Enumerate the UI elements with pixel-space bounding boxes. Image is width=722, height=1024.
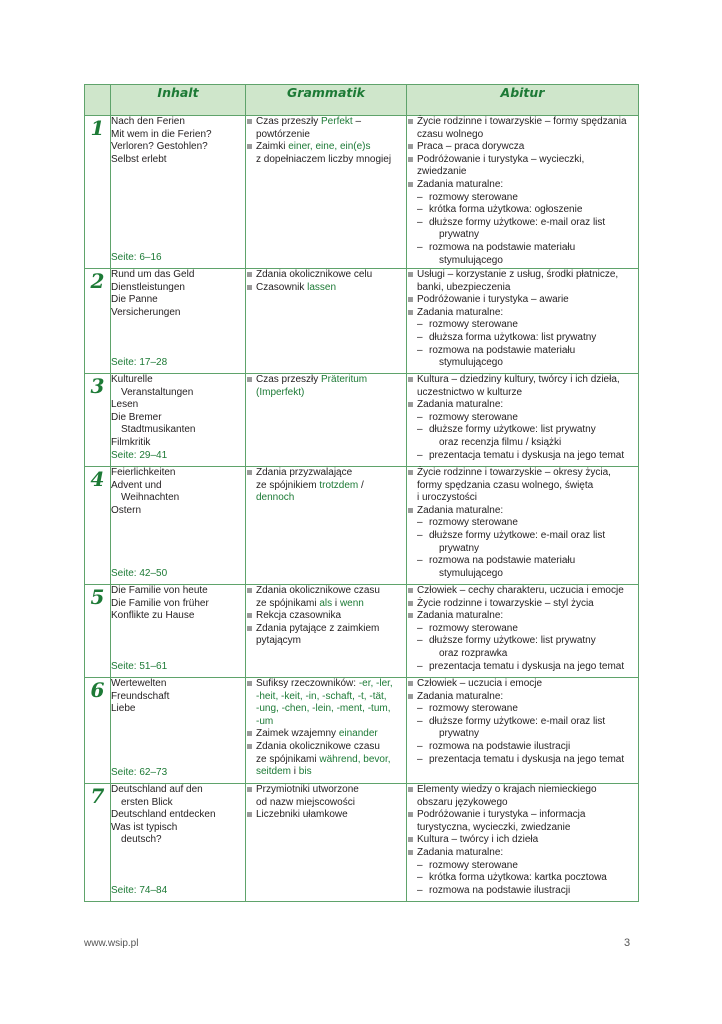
abitur-task: prywatny [439, 728, 480, 740]
abitur-task: – rozmowa na podstawie ilustracji [407, 885, 638, 898]
chapter-title: Die Panne [111, 294, 158, 306]
chapter-title: Verloren? Gestohlen? [111, 141, 208, 153]
abitur-task: stymulującego [439, 254, 503, 266]
chapter-number: 5 [85, 585, 111, 678]
table-row [85, 784, 639, 902]
chapter-title: Mit wem in die Ferien? [111, 128, 212, 140]
chapter-content [111, 374, 246, 467]
abitur-cell [407, 784, 639, 902]
abitur-task: – dłuższe formy użytkowe: e-mail oraz list [407, 716, 638, 729]
abitur-topic: Praca – praca dorywcza [407, 141, 638, 154]
abitur-cell [407, 269, 639, 374]
abitur-topic: Zadania maturalne: [407, 307, 638, 320]
abitur-topic: zwiedzanie [417, 166, 467, 178]
abitur-task: – dłuższa forma użytkowa: list prywatny [407, 332, 638, 345]
abitur-task: – dłuższe formy użytkowe: e-mail oraz list [407, 217, 638, 230]
chapter-number: 3 [85, 374, 111, 467]
grammar-term: wenn [339, 597, 364, 609]
header-grammatik: Grammatik [246, 85, 407, 116]
abitur-task: – rozmowy sterowane [407, 412, 638, 425]
abitur-topic: Podróżowanie i turystyka – awarie [407, 294, 638, 307]
chapter-title: Die Bremer [111, 411, 162, 423]
chapter-title: Deutschland entdecken [111, 809, 216, 821]
grammar-text: Liczebniki ułamkowe [246, 809, 406, 822]
grammar-term: dennoch [256, 492, 295, 504]
grammar-text: Zaimki [256, 141, 289, 153]
chapter-title: Die Familie von früher [111, 597, 209, 609]
grammar-text: Zaimek wzajemny [256, 728, 339, 740]
grammar-text: Czasownik [256, 281, 308, 293]
chapter-title: Freundschaft [111, 690, 170, 702]
abitur-task: oraz rozprawka [439, 647, 508, 659]
grammar-term: Perfekt [321, 116, 353, 127]
grammar-text: i [332, 597, 340, 609]
chapter-title: Was ist typisch [111, 821, 178, 833]
grammar-text: Czas przeszły [256, 116, 322, 127]
abitur-cell [407, 678, 639, 784]
chapter-pages: Seite: 62–73 [111, 767, 168, 779]
page-number: 3 [624, 937, 631, 949]
table-row [85, 269, 639, 374]
abitur-task: prywatny [439, 542, 480, 554]
grammar-term: -um [256, 715, 274, 727]
grammar-text: z dopełniaczem liczby mnogiej [256, 153, 392, 165]
abitur-task: – dłuższe formy użytkowe: e-mail oraz list [407, 530, 638, 543]
grammar-term: als [319, 597, 333, 609]
abitur-topic: Zadania maturalne: [407, 610, 638, 623]
grammar-cell [246, 784, 407, 902]
chapter-title: Konflikte zu Hause [111, 610, 195, 622]
abitur-topic: Zadania maturalne: [407, 691, 638, 704]
abitur-task: – rozmowa na podstawie materiału [407, 345, 638, 358]
abitur-cell [407, 585, 639, 678]
abitur-task: – rozmowa na podstawie ilustracji [407, 741, 638, 754]
chapter-pages: Seite: 51–61 [111, 661, 168, 673]
chapter-title: Liebe [111, 703, 136, 715]
grammar-term: seitdem [256, 766, 292, 778]
abitur-topic: Zadania maturalne: [407, 179, 638, 192]
chapter-title: Stadtmusikanten [121, 424, 196, 436]
grammar-text: pytającym [256, 635, 302, 647]
grammar-text: ze spójnikami [256, 597, 320, 609]
abitur-topic: Człowiek – cechy charakteru, uczucia i emocje [407, 585, 638, 598]
grammar-text: ze spójnikami [256, 753, 320, 765]
abitur-topic: Zadania maturalne: [407, 847, 638, 860]
abitur-task: – prezentacja tematu i dyskusja na jego temat [407, 754, 638, 767]
chapter-number: 6 [85, 678, 111, 784]
grammar-text: Zdania okolicznikowe czasu [246, 741, 406, 754]
chapter-content [111, 585, 246, 678]
abitur-topic: Zadania maturalne: [407, 399, 638, 412]
abitur-topic: turystyczna, wycieczki, zwiedzanie [417, 821, 571, 833]
grammar-text: Czas przeszły [256, 374, 322, 385]
chapter-content [111, 784, 246, 902]
abitur-topic: Podróżowanie i turystyka – wycieczki, [407, 154, 638, 167]
abitur-topic: Zadania maturalne: [407, 505, 638, 518]
chapter-pages: Seite: 42–50 [111, 568, 168, 580]
abitur-cell [407, 467, 639, 585]
abitur-task: stymulującego [439, 357, 503, 369]
abitur-task: – rozmowy sterowane [407, 860, 638, 873]
abitur-topic: obszaru językowego [417, 796, 508, 808]
chapter-title: Die Familie von heute [111, 585, 208, 596]
chapter-number: 1 [85, 116, 111, 269]
grammar-text: Zdania pytające z zaimkiem [246, 623, 406, 636]
abitur-task: – rozmowa na podstawie materiału [407, 242, 638, 255]
chapter-title: Ostern [111, 504, 142, 516]
header-number-cell [85, 85, 111, 116]
grammar-term: -heit, -keit, -in, -schaft, -t, -tät, [256, 690, 387, 702]
grammar-text: Rekcja czasownika [246, 610, 406, 623]
abitur-task: – dłuższe formy użytkowe: list prywatny [407, 424, 638, 437]
chapter-number: 7 [85, 784, 111, 902]
table-row [85, 678, 639, 784]
grammar-text: / [358, 479, 364, 491]
abitur-topic: Podróżowanie i turystyka – informacja [407, 809, 638, 822]
grammar-text: Sufiksy rzeczowników: [256, 678, 359, 689]
grammar-term: während, bevor, [319, 753, 391, 765]
grammar-cell [246, 678, 407, 784]
chapter-title: Advent und [111, 479, 162, 491]
grammar-text: Zdania przyzwalające [246, 467, 406, 480]
abitur-topic: Życie rodzinne i towarzyskie – formy spędzania [407, 116, 638, 129]
abitur-task: – prezentacja tematu i dyskusja na jego temat [407, 450, 638, 463]
grammar-term: einer, eine, ein(e)s [288, 141, 371, 153]
abitur-task: – krótka forma użytkowa: kartka pocztowa [407, 872, 638, 885]
abitur-task: – rozmowy sterowane [407, 623, 638, 636]
grammar-term: bis [298, 766, 312, 778]
chapter-title: Weihnachten [121, 492, 180, 504]
chapter-title: Veranstaltungen [121, 386, 194, 398]
abitur-topic: Życie rodzinne i towarzyskie – styl życia [407, 598, 638, 611]
chapter-title: Kulturelle [111, 374, 153, 385]
abitur-task: – prezentacja tematu i dyskusja na jego temat [407, 661, 638, 674]
abitur-topic: czasu wolnego [417, 128, 484, 140]
abitur-task: stymulującego [439, 567, 503, 579]
grammar-cell [246, 374, 407, 467]
abitur-topic: Kultura – twórcy i ich dzieła [407, 834, 638, 847]
chapter-content [111, 269, 246, 374]
grammar-cell [246, 116, 407, 269]
chapter-title: Filmkritik [111, 436, 151, 448]
grammar-text: powtórzenie [256, 128, 310, 140]
abitur-task: – rozmowy sterowane [407, 703, 638, 716]
abitur-topic: Usługi – korzystanie z usług, środki płatnicze, [407, 269, 638, 282]
abitur-task: – dłuższe formy użytkowe: list prywatny [407, 635, 638, 648]
grammar-cell [246, 585, 407, 678]
table-row [85, 467, 639, 585]
table-row [85, 585, 639, 678]
grammar-text: – [352, 116, 362, 127]
chapter-title: Nach den Ferien [111, 116, 185, 127]
grammar-term: lassen [307, 281, 337, 293]
chapter-title: deutsch? [121, 834, 162, 846]
abitur-task: – rozmowa na podstawie materiału [407, 555, 638, 568]
abitur-task: – rozmowy sterowane [407, 517, 638, 530]
abitur-cell [407, 116, 639, 269]
chapter-title: Dienstleistungen [111, 281, 185, 293]
header-abitur: Abitur [407, 85, 639, 116]
grammar-cell [246, 467, 407, 585]
chapter-number: 4 [85, 467, 111, 585]
contents-table [84, 84, 639, 902]
chapter-title: Selbst erlebt [111, 153, 167, 165]
chapter-content [111, 116, 246, 269]
abitur-topic: Elementy wiedzy o krajach niemieckiego [407, 784, 638, 797]
abitur-cell [407, 374, 639, 467]
abitur-topic: formy spędzania czasu wolnego, święta [417, 479, 594, 491]
chapter-content [111, 467, 246, 585]
chapter-number: 2 [85, 269, 111, 374]
grammar-term: trotzdem [319, 479, 359, 491]
chapter-title: Feierlichkeiten [111, 467, 176, 478]
chapter-pages: Seite: 17–28 [111, 357, 168, 369]
grammar-text: ze spójnikiem [256, 479, 320, 491]
grammar-term: (Imperfekt) [256, 386, 305, 398]
chapter-pages: Seite: 29–41 [111, 450, 168, 462]
chapter-pages: Seite: 74–84 [111, 885, 168, 897]
abitur-topic: uczestnictwo w kulturze [417, 386, 523, 398]
table-row [85, 116, 639, 269]
chapter-title: Lesen [111, 399, 139, 411]
grammar-text: Zdania okolicznikowe czasu [246, 585, 406, 598]
grammar-cell [246, 269, 407, 374]
abitur-topic: Życie rodzinne i towarzyskie – okresy życia, [407, 467, 638, 480]
abitur-task: oraz recenzja filmu / książki [439, 436, 562, 448]
abitur-topic: i uroczystości [417, 492, 478, 504]
header-row [85, 85, 639, 116]
chapter-title: Wertewelten [111, 678, 167, 689]
abitur-topic: Kultura – dziedziny kultury, twórcy i ich dzieła, [407, 374, 638, 387]
grammar-term: -er, -ler, [358, 678, 393, 689]
footer-website: www.wsip.pl [84, 938, 139, 949]
grammar-text: Przymiotniki utworzone [246, 784, 406, 797]
abitur-task: prywatny [439, 229, 480, 241]
grammar-term: -ung, -chen, -lein, -ment, -tum, [256, 703, 391, 715]
chapter-content [111, 678, 246, 784]
grammar-text: od nazw miejscowości [256, 796, 355, 808]
abitur-topic: banki, ubezpieczenia [417, 281, 511, 293]
grammar-term: einander [338, 728, 378, 740]
grammar-term: Präteritum [321, 374, 368, 385]
header-inhalt: Inhalt [111, 85, 246, 116]
chapter-title: Versicherungen [111, 306, 181, 318]
abitur-task: – krótka forma użytkowa: ogłoszenie [407, 204, 638, 217]
abitur-task: – rozmowy sterowane [407, 319, 638, 332]
chapter-title: ersten Blick [121, 796, 173, 808]
chapter-title: Deutschland auf den [111, 784, 203, 795]
chapter-title: Rund um das Geld [111, 269, 195, 280]
abitur-topic: Człowiek – uczucia i emocje [407, 678, 638, 691]
grammar-text: i [291, 766, 299, 778]
table-row [85, 374, 639, 467]
chapter-pages: Seite: 6–16 [111, 252, 162, 264]
grammar-text: Zdania okolicznikowe celu [246, 269, 406, 282]
abitur-task: – rozmowy sterowane [407, 192, 638, 205]
